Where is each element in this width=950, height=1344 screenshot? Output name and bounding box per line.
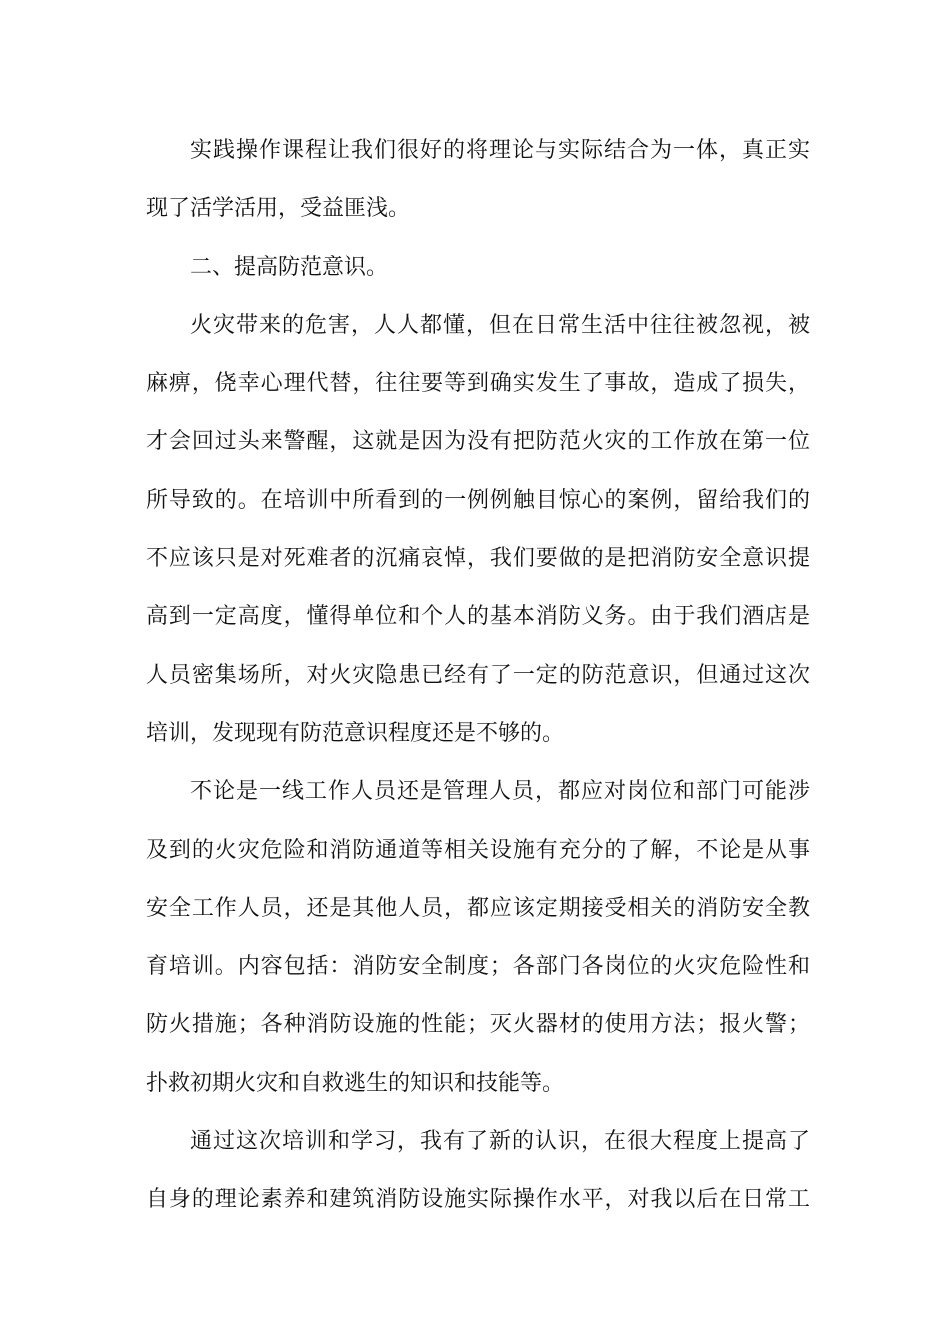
text-line: 自身的理论素养和建筑消防设施实际操作水平，对我以后在日常工 [146,1187,810,1213]
text-line: 火灾带来的危害，人人都懂，但在日常生活中往往被忽视，被 [190,312,810,338]
text-line: 才会回过头来警醒，这就是因为没有把防范火灾的工作放在第一位 [146,429,810,455]
text-line: 培训，发现现有防范意识程度还是不够的。 [146,720,565,746]
text-line: 所导致的。在培训中所看到的一例例触目惊心的案例，留给我们的 [146,487,810,513]
text-line: 不论是一线工作人员还是管理人员，都应对岗位和部门可能涉 [190,779,810,805]
text-line: 扑救初期火灾和自救逃生的知识和技能等。 [146,1070,565,1096]
text-line: 育培训。内容包括：消防安全制度；各部门各岗位的火灾危险性和 [146,954,810,980]
text-line: 不应该只是对死难者的沉痛哀悼，我们要做的是把消防安全意识提 [146,546,810,572]
document-body [146,122,810,1230]
text-line: 安全工作人员，还是其他人员，都应该定期接受相关的消防安全教 [146,895,810,921]
text-line: 实践操作课程让我们很好的将理论与实际结合为一体，真正实 [190,138,810,163]
text-line: 及到的火灾危险和消防通道等相关设施有充分的了解，不论是从事 [146,837,810,863]
text-line: 麻痹，侥幸心理代替，往往要等到确实发生了事故，造成了损失， [146,371,810,397]
text-line: 现了活学活用，受益匪浅。 [146,196,411,222]
section-heading: 二、提高防范意识。 [190,254,389,280]
text-line: 高到一定高度，懂得单位和个人的基本消防义务。由于我们酒店是 [146,604,810,630]
text-line: 人员密集场所，对火灾隐患已经有了一定的防范意识，但通过这次 [146,662,810,688]
text-line: 通过这次培训和学习，我有了新的认识，在很大程度上提高了 [190,1129,810,1155]
text-line: 防火措施；各种消防设施的性能；灭火器材的使用方法；报火警； [146,1012,810,1038]
